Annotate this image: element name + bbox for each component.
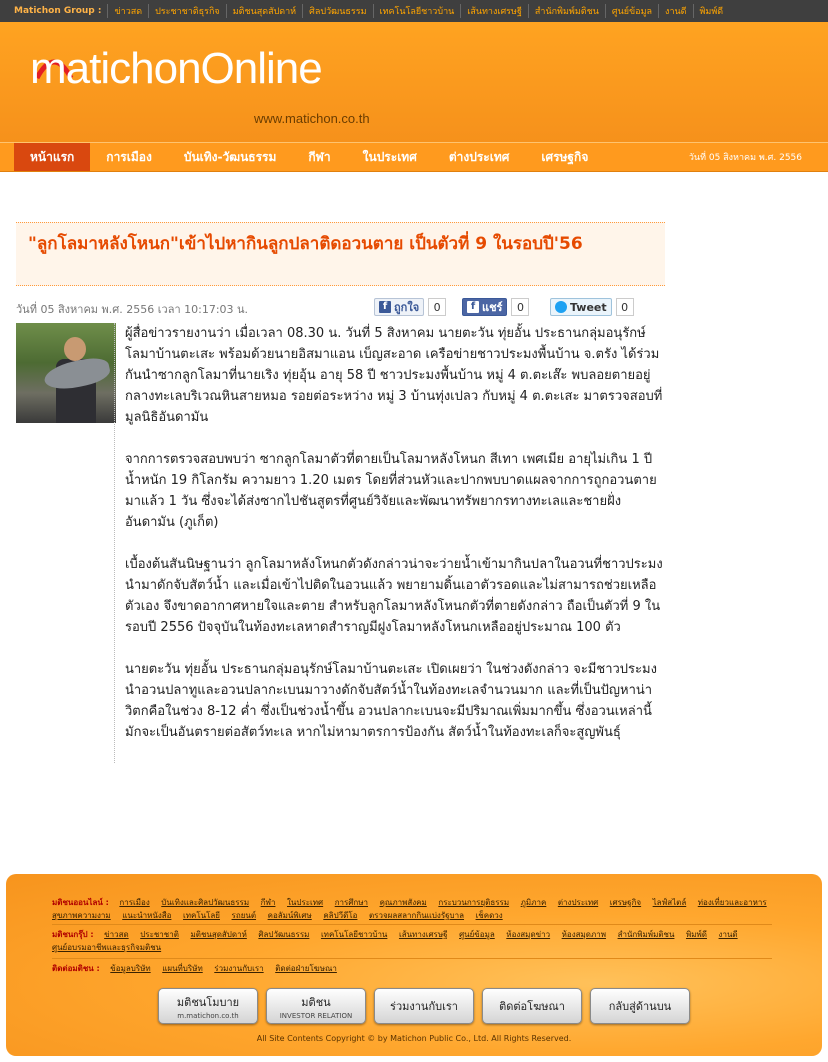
footer-link[interactable]: ห้องสมุดข่าว — [506, 930, 551, 939]
facebook-icon: f — [467, 301, 479, 313]
footer-link[interactable]: ศิลปวัฒนธรรม — [258, 930, 310, 939]
like-count: 0 — [428, 298, 446, 316]
article-title-box — [16, 222, 665, 286]
footer-link[interactable]: เทคโนโลยี — [182, 911, 220, 920]
footer-link[interactable]: เส้นทางเศรษฐี — [398, 930, 448, 939]
footer-link[interactable]: ต่างประเทศ — [557, 898, 599, 907]
footer-contact-links — [52, 962, 782, 975]
footer-link[interactable]: ติดต่อฝ่ายโฆษณา — [275, 964, 337, 973]
article-date: วันที่ 05 สิงหาคม พ.ศ. 2556 เวลา 10:17:03 น. — [16, 303, 249, 316]
article-paragraph: ผู้สื่อข่าวรายงานว่า เมื่อเวลา 08.30 น. วันที่ 5 สิงหาคม นายตะวัน ทุ่ยอั้น ประธานกลุ่มอนุรักษ์โลมาบ้านตะเสะ พร้อมด้วยนายอิสมาแอน เบ็ญสะอาด เครือข่ายชาวประมงพื้นบ้าน จ.ตรัง ได้ร่วมกันนำซากลูกโลมาที่นายเริง ทุ่ยอุ้น อายุ 58 ปี ชาวประมงพื้นบ้าน หมู่ 4 ต.ตะเส๊ะ พบลอยตายอยู่กลางทะเลบริเวณหินสายหมอ รอยต่อระหว่าง หมู่ 3 บ้านทุ่งเปลว กับหมู่ 4 ต.ตะเสะ มาตรวจสอบที่มูลนิธิอันดามัน — [125, 326, 663, 425]
footer-link[interactable]: ห้องสมุดภาพ — [561, 930, 607, 939]
footer-link[interactable]: สุขภาพความงาม — [52, 911, 111, 920]
investor-button-label: มติชน — [301, 995, 331, 1009]
mobile-button[interactable] — [158, 988, 258, 1024]
footer-link[interactable]: เศรษฐกิจ — [609, 898, 642, 907]
group-link[interactable]: ศิลปวัฒนธรรม — [302, 4, 372, 18]
footer-link[interactable]: ประชาชาติ — [140, 930, 179, 939]
footer-link[interactable]: กระบวนการยุติธรรม — [438, 898, 510, 907]
footer-link[interactable]: งานดี — [718, 930, 738, 939]
footer-group-links — [52, 928, 782, 954]
footer-link[interactable]: แนะนำหนังสือ — [122, 911, 172, 920]
main-nav — [0, 142, 828, 172]
footer-group-label: มติชนกรุ๊ป : — [52, 930, 94, 939]
like-label: ถูกใจ — [394, 301, 420, 314]
footer-link[interactable]: ตรวจผลสลากกินแบ่งรัฐบาล — [368, 911, 465, 920]
footer-link[interactable]: เช็คดวง — [475, 911, 503, 920]
nav-item-domestic[interactable]: ในประเทศ — [362, 150, 417, 164]
group-link[interactable]: ศูนย์ข้อมูล — [605, 4, 658, 18]
footer-link[interactable]: เทคโนโลยีชาวบ้าน — [320, 930, 388, 939]
site-footer — [6, 874, 822, 1056]
investor-button-sub: INVESTOR RELATION — [279, 1011, 353, 1020]
advertise-button[interactable] — [482, 988, 582, 1024]
nav-item-sports[interactable]: กีฬา — [308, 150, 331, 164]
logo-text-online: Online — [200, 44, 322, 93]
investor-relation-button[interactable] — [266, 988, 366, 1024]
group-link[interactable]: งานดี — [658, 4, 692, 18]
nav-date: วันที่ 05 สิงหาคม พ.ศ. 2556 — [688, 153, 802, 163]
site-header — [0, 22, 828, 142]
nav-item-home[interactable]: หน้าแรก — [14, 143, 90, 171]
footer-divider — [52, 958, 772, 959]
group-link[interactable]: เทคโนโลยีชาวบ้าน — [373, 4, 461, 18]
group-link[interactable]: สำนักพิมพ์มติชน — [528, 4, 605, 18]
twitter-bird-icon — [555, 301, 567, 313]
copyright: All Site Contents Copyright © by Matichon Public Co., Ltd. All Rights Reserved. — [256, 1034, 572, 1043]
site-logo[interactable] — [30, 44, 322, 93]
group-link[interactable]: ข่าวสด — [107, 4, 148, 18]
careers-button-label: ร่วมงานกับเรา — [390, 1000, 458, 1013]
footer-link[interactable]: บันเทิงและศิลปวัฒนธรรม — [161, 898, 250, 907]
article-photo[interactable] — [16, 323, 116, 423]
group-bar-label: Matichon Group : — [14, 6, 102, 16]
footer-link[interactable]: คอลัมน์พิเศษ — [267, 911, 312, 920]
facebook-like-button[interactable] — [374, 298, 424, 316]
article-paragraph: จากการตรวจสอบพบว่า ซากลูกโลมาตัวที่ตายเป็นโลมาหลังโหนก สีเทา เพศเมีย อายุไม่เกิน 1 ปี น้ำหนัก 19 กิโลกรัม ความยาว 1.20 เมตร โดยที่ส่วนหัวและปากพบบาดแผลจากการถูกอวนตายมาแล้ว 1 วัน ซึ่งจะได้ส่งซากไปชันสูตรที่ศูนย์วิจัยและพัฒนาทรัพยากรทางทะเลและชายฝั่งอันดามัน (ภูเก็ต) — [125, 452, 657, 530]
tweet-button[interactable] — [550, 298, 612, 316]
careers-button[interactable] — [374, 988, 474, 1024]
footer-link[interactable]: การเมือง — [119, 898, 150, 907]
footer-link[interactable]: สำนักพิมพ์มติชน — [617, 930, 675, 939]
nav-item-politics[interactable]: การเมือง — [106, 150, 152, 164]
photo-person-head — [64, 337, 86, 361]
footer-contact-label: ติดต่อมติชน : — [52, 964, 100, 973]
article-title: "ลูกโลมาหลังโหนก"เข้าไปหากินลูกปลาติดอวนตาย เป็นตัวที่ 9 ในรอบปี'56 — [28, 234, 583, 254]
footer-link[interactable]: มติชนสุดสัปดาห์ — [190, 930, 247, 939]
share-count: 0 — [511, 298, 529, 316]
footer-link[interactable]: ข้อมูลบริษัท — [110, 964, 151, 973]
footer-link[interactable]: แผนที่บริษัท — [162, 964, 203, 973]
footer-link[interactable]: ท่องเที่ยวและอาหาร — [697, 898, 767, 907]
footer-link[interactable]: ในประเทศ — [287, 898, 324, 907]
footer-online-links — [52, 896, 782, 922]
group-link[interactable]: ประชาชาติธุรกิจ — [148, 4, 226, 18]
article-paragraph: นายตะวัน ทุ่ยอั้น ประธานกลุ่มอนุรักษ์โลมาบ้านตะเสะ เปิดเผยว่า ในช่วงดังกล่าว จะมีชาวประมงนำอวนปลาทูและอวนปลากะเบนมาวางดักจับสัตว์น้ำในท้องทะเลจำนวนมาก และที่เป็นปัญหาน่าวิตกคือในช่วง 8-12 ค่ำ ซึ่งเป็นช่วงน้ำขึ้น อวนปลากะเบนจะมีปริมาณเพิ่มมากขึ้น ซึ่งอวนเหล่านี้มักจะเป็นอันตรายต่อสัตว์ทะเล หากไม่หามาตรการป้องกัน สัตว์น้ำในท้องทะเลก็จะสูญพันธุ์ — [125, 662, 657, 740]
group-link[interactable]: พิมพ์ดี — [693, 4, 730, 18]
back-to-top-button[interactable] — [590, 988, 690, 1024]
footer-link[interactable]: ภูมิภาค — [520, 898, 547, 907]
footer-buttons — [158, 988, 698, 1024]
article-body — [114, 323, 666, 763]
social-bar — [374, 298, 446, 316]
footer-link[interactable]: ศูนย์อบรมอาชีพและธุรกิจมติชน — [52, 943, 162, 952]
footer-divider — [52, 924, 772, 925]
nav-item-foreign[interactable]: ต่างประเทศ — [448, 150, 510, 164]
footer-link[interactable]: ข่าวสด — [104, 930, 129, 939]
advertise-button-label: ติดต่อโฆษณา — [499, 1000, 565, 1013]
nav-item-entertainment[interactable]: บันเทิง-วัฒนธรรม — [183, 150, 277, 164]
back-to-top-label: กลับสู่ด้านบน — [608, 1000, 672, 1013]
logo-text-matichon: matichon — [30, 44, 201, 93]
mobile-button-sub: m.matichon.co.th — [177, 1011, 239, 1020]
footer-link[interactable]: คุณภาพสังคม — [379, 898, 427, 907]
footer-link[interactable]: คลิปวีดีโอ — [323, 911, 358, 920]
group-bar — [0, 0, 828, 22]
tweet-label: Tweet — [570, 300, 607, 314]
site-url: www.matichon.co.th — [254, 111, 370, 126]
mobile-button-label: มติชนโมบาย — [176, 995, 240, 1009]
group-link[interactable]: เส้นทางเศรษฐี — [460, 4, 528, 18]
footer-online-label: มติชนออนไลน์ : — [52, 898, 109, 907]
facebook-icon: f — [379, 301, 391, 313]
footer-link[interactable]: พิมพ์ดี — [685, 930, 707, 939]
article-paragraph: เบื้องต้นสันนิษฐานว่า ลูกโลมาหลังโหนกตัวดังกล่าวน่าจะว่ายน้ำเข้ามากินปลาในอวนที่ชาวประมงนำมาดักจับสัตว์น้ำ และเมื่อเข้าไปติดในอวนแล้ว พยายามดิ้นเอาตัวรอดและไม่สามารถช่วยเหลือตัวเอง จึงขาดอากาศหายใจและตาย สำหรับลูกโลมาหลังโหนกตัวที่ตายดังกล่าว ถือเป็นตัวที่ 9 ในรอบปี 2556 ปัจจุบันในท้องทะเลหาดสำราญมีฝูงโลมาหลังโหนกเหลืออยู่ประมาณ 100 ตัว — [125, 557, 663, 635]
footer-link[interactable]: การศึกษา — [334, 898, 369, 907]
social-bar-share — [462, 298, 529, 316]
footer-link[interactable]: ศูนย์ข้อมูล — [459, 930, 495, 939]
share-label: แชร์ — [482, 301, 503, 314]
facebook-share-button[interactable] — [462, 298, 507, 316]
footer-link[interactable]: รถยนต์ — [231, 911, 257, 920]
footer-link[interactable]: ร่วมงานกับเรา — [214, 964, 264, 973]
group-link[interactable]: มติชนสุดสัปดาห์ — [226, 4, 302, 18]
tweet-count: 0 — [616, 298, 634, 316]
footer-link[interactable]: ไลฟ์สไตล์ — [652, 898, 687, 907]
nav-item-economy[interactable]: เศรษฐกิจ — [541, 150, 589, 164]
social-bar-tweet — [550, 298, 634, 316]
footer-link[interactable]: กีฬา — [260, 898, 276, 907]
